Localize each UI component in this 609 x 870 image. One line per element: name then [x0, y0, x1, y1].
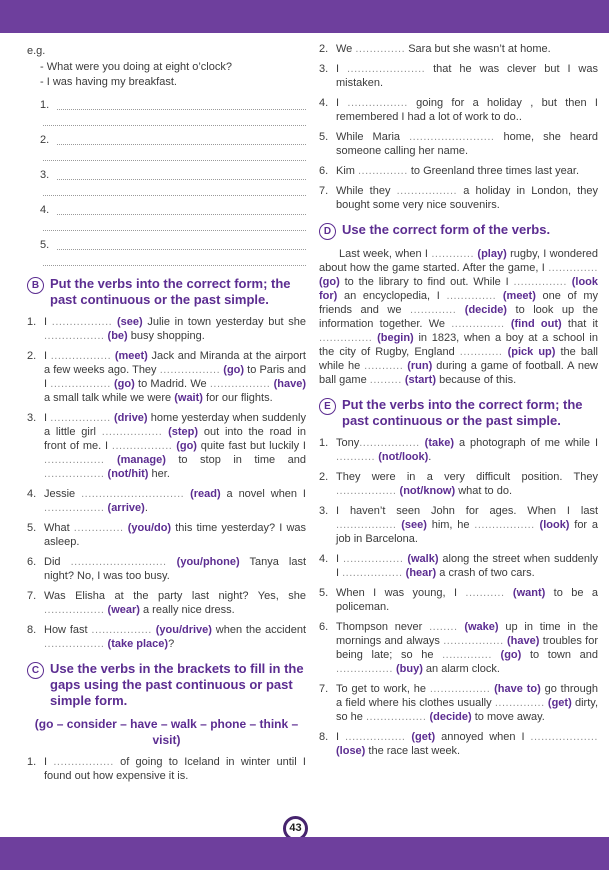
- verb-hint: (be): [107, 330, 128, 342]
- item-number: 1.: [319, 437, 329, 449]
- left-column: [27, 42, 306, 837]
- fill-in-blank: .................: [342, 553, 404, 565]
- exercise-item: [319, 730, 598, 758]
- item-number: 4.: [319, 97, 329, 109]
- answer-blank: [40, 168, 306, 196]
- item-text: What .............. (you/do) this time yesterday? I was asleep.: [44, 522, 307, 548]
- fill-in-blank: .................: [50, 378, 111, 390]
- fill-in-blank: ...............: [513, 276, 567, 288]
- fill-in-blank: .................: [359, 437, 420, 449]
- section-e-heading: [319, 397, 598, 429]
- fill-in-blank: .................: [44, 330, 105, 342]
- fill-in-blank: ..............: [355, 43, 406, 55]
- fill-in-blank: ..............: [548, 262, 598, 274]
- bottom-border-bar: [0, 837, 609, 870]
- item-text: I ................. (see) Julie in town yesterday but she ................. (be) busy shopping.: [44, 316, 306, 342]
- item-text: I haven’t seen John for ages. When I last ................. (see) him, he ................. (look) for a job in Barcelona.: [336, 505, 598, 545]
- fill-in-blank: .................: [344, 731, 406, 743]
- verb-hint: (wake): [464, 621, 499, 633]
- section-c-heading: [27, 661, 306, 709]
- verb-hint: (take place): [107, 638, 169, 650]
- fill-in-blank: .................: [159, 364, 221, 376]
- item-text: Was Elisha at the party last night? Yes, she ................. (wear) a really nice dress.: [44, 590, 306, 616]
- verb-hint: (pick up): [507, 346, 556, 358]
- verb-hint: (get): [411, 731, 436, 743]
- section-e-items: [319, 436, 598, 758]
- fill-in-blank: ...........: [465, 587, 505, 599]
- fill-in-blank: .................: [50, 412, 111, 424]
- exercise-item: [27, 315, 306, 343]
- fill-in-blank: .................: [44, 604, 105, 616]
- blank-line: [57, 98, 306, 110]
- fill-in-blank: .................: [101, 426, 163, 438]
- verb-hint: (decide): [429, 711, 472, 723]
- right-column: [319, 42, 598, 837]
- blank-line: [57, 203, 306, 215]
- verb-hint: (you/do): [127, 522, 172, 534]
- exercise-item: [27, 589, 306, 617]
- exercise-item: [319, 620, 598, 676]
- verb-hint: (find out): [510, 318, 562, 330]
- verb-hint: (see): [116, 316, 143, 328]
- item-number: 8.: [27, 624, 37, 636]
- section-c-title: Use the verbs in the brackets to fill in the gaps using the past continuous or past simple form.: [50, 661, 304, 708]
- verb-hint: (have): [506, 635, 540, 647]
- verb-hint: (look): [539, 519, 570, 531]
- exercise-item: [319, 130, 598, 158]
- blank-line: [43, 182, 306, 196]
- item-number: 7.: [319, 185, 329, 197]
- item-number: 2.: [319, 43, 329, 55]
- item-number: 7.: [319, 683, 329, 695]
- exercise-item: [319, 184, 598, 212]
- exercise-item: [319, 682, 598, 724]
- fill-in-blank: .................: [53, 756, 114, 768]
- verb-hint: (go): [223, 364, 245, 376]
- item-text: I ...................... that he was clever but I was mistaken.: [336, 63, 598, 89]
- item-number: 6.: [27, 556, 37, 568]
- item-text: I ................. (get) annoyed when I ................... (lose) the race last week.: [336, 731, 598, 757]
- exercise-item: [27, 521, 306, 549]
- fill-in-blank: .................: [44, 454, 105, 466]
- exercise-item: [27, 555, 306, 583]
- fill-in-blank: ...............: [319, 332, 373, 344]
- item-text: While Maria ........................ home, she heard someone calling her name.: [336, 131, 598, 157]
- exercise-item: [319, 62, 598, 90]
- blank-line: [43, 217, 306, 231]
- answer-blank: [40, 238, 306, 266]
- fill-in-blank: .............................: [81, 488, 185, 500]
- section-b-heading: [27, 276, 306, 308]
- answer-blank: [40, 133, 306, 161]
- fill-in-blank: .................: [474, 519, 535, 531]
- top-border-bar: [0, 0, 609, 33]
- blank-line: [57, 168, 306, 180]
- section-c-items-rest: [319, 42, 598, 212]
- fill-in-blank: .................: [111, 440, 173, 452]
- blank-number: 3.: [40, 169, 50, 181]
- item-number: 2.: [27, 350, 37, 362]
- verb-hint: (wear): [107, 604, 140, 616]
- fill-in-blank: ........: [429, 621, 458, 633]
- exercise-item: [319, 436, 598, 464]
- exercise-item: [319, 96, 598, 124]
- exercise-item: [319, 586, 598, 614]
- exercise-item: [319, 470, 598, 498]
- verb-hint: (go): [319, 276, 340, 288]
- fill-in-blank: .............: [410, 304, 457, 316]
- example-label: e.g.: [27, 45, 46, 57]
- fill-in-blank: .................: [336, 519, 397, 531]
- fill-in-blank: .................: [44, 638, 105, 650]
- fill-in-blank: ...........: [364, 360, 404, 372]
- fill-in-blank: ..............: [442, 649, 492, 661]
- blank-line: [57, 133, 306, 145]
- fill-in-blank: .................: [429, 683, 491, 695]
- verb-hint: (decide): [464, 304, 507, 316]
- verb-hint: (play): [477, 248, 507, 260]
- blank-line: [57, 238, 306, 250]
- fill-in-blank: .........: [369, 374, 402, 386]
- fill-in-blank: .................: [44, 468, 105, 480]
- item-number: 1.: [27, 756, 37, 768]
- section-c-word-bank: (go – consider – have – walk – phone – think – visit): [34, 717, 299, 747]
- fill-in-blank: ..............: [358, 165, 408, 177]
- verb-hint: (step): [168, 426, 199, 438]
- fill-in-blank: ...........: [336, 451, 376, 463]
- item-text: When I was young, I ........... (want) to be a policeman.: [336, 587, 598, 613]
- item-number: 2.: [319, 471, 329, 483]
- item-text: Tony................. (take) a photograph of me while I ........... (not/look).: [336, 437, 598, 463]
- verb-hint: (look for): [319, 276, 598, 302]
- fill-in-blank: .................: [209, 378, 271, 390]
- verb-hint: (you/phone): [176, 556, 240, 568]
- fill-in-blank: .................: [342, 567, 403, 579]
- fill-in-blank: .................: [50, 350, 112, 362]
- exercise-item: [27, 349, 306, 405]
- verb-hint: (run): [407, 360, 433, 372]
- blank-number: 1.: [40, 99, 50, 111]
- item-text: To get to work, he ................. (have to) go through a field where his clothes usually .............. (get) dirty, so he ................. (decide) to move away.: [336, 683, 599, 723]
- verb-hint: (go): [176, 440, 197, 452]
- section-b-letter-badge: B: [27, 277, 44, 294]
- verb-hint: (wait): [174, 392, 203, 404]
- section-d-letter-badge: D: [319, 223, 336, 240]
- fill-in-blank: .................: [336, 485, 397, 497]
- item-number: 6.: [319, 621, 329, 633]
- section-d-heading: [319, 222, 598, 240]
- verb-hint: (go): [114, 378, 135, 390]
- section-c-letter-badge: C: [27, 662, 44, 679]
- fill-in-blank: ............: [431, 248, 475, 260]
- item-text: Thompson never ........ (wake) up in time in the mornings and always ................. (have) troubles for being late; so he .............. (go) to town and ................ (buy) an alarm clock.: [336, 621, 598, 675]
- item-number: 4.: [319, 553, 329, 565]
- exercise-item: [27, 487, 306, 515]
- exercise-item: [27, 411, 306, 481]
- item-text: I ................. (walk) along the street when suddenly I ................. (hear) a crash of two cars.: [336, 553, 598, 579]
- worksheet-content: [0, 33, 609, 837]
- fill-in-blank: .................: [365, 711, 427, 723]
- verb-hint: (hear): [405, 567, 437, 579]
- fill-in-blank: ..............: [494, 697, 545, 709]
- fill-in-blank: ......................: [346, 63, 426, 75]
- item-number: 7.: [27, 590, 37, 602]
- fill-in-blank: ...................: [530, 731, 598, 743]
- section-b-items: [27, 315, 306, 651]
- item-number: 3.: [319, 505, 329, 517]
- fill-in-blank: .................: [51, 316, 113, 328]
- fill-in-blank: ...........................: [70, 556, 167, 568]
- section-e-title: Put the verbs into the correct form; the past continuous or the past simple.: [342, 397, 583, 428]
- verb-hint: (you/drive): [155, 624, 212, 636]
- verb-hint: (get): [547, 697, 572, 709]
- blank-number: 5.: [40, 239, 50, 251]
- verb-hint: (begin): [377, 332, 414, 344]
- item-text: Did ........................... (you/phone) Tanya last night? No, I was too busy.: [44, 556, 307, 582]
- exercise-item: [319, 552, 598, 580]
- item-text: I ................. of going to Iceland in winter until I found out how expensive it is.: [44, 756, 306, 782]
- verb-hint: (have): [273, 378, 306, 390]
- verb-hint: (not/know): [399, 485, 456, 497]
- example-block: [27, 44, 306, 266]
- verb-hint: (lose): [336, 745, 366, 757]
- fill-in-blank: ..............: [73, 522, 124, 534]
- verb-hint: (buy): [395, 663, 423, 675]
- verb-hint: (start): [404, 374, 437, 386]
- section-c-items-first: [27, 755, 306, 783]
- verb-hint: (walk): [407, 553, 439, 565]
- item-text: I ................. (meet) Jack and Miranda at the airport a few weeks ago. They ................. (go) to Paris and I ................. (go) to Madrid. We ................. (have) a small talk while we were (wait) for our flights.: [44, 350, 306, 404]
- dialogue-line: - I was having my breakfast.: [40, 76, 177, 88]
- exercise-item: [27, 623, 306, 651]
- item-number: 3.: [319, 63, 329, 75]
- verb-hint: (not/hit): [107, 468, 149, 480]
- section-b-title: Put the verbs into the correct form; the past continuous or the past simple.: [50, 276, 291, 307]
- blank-line: [43, 252, 306, 266]
- verb-hint: (want): [512, 587, 546, 599]
- item-text: I ................. (drive) home yesterday when suddenly a little girl ................. (step) out into the road in front of me. I ................. (go) quite fast but luckily I ................. (manage) to stop in time and ................. (not/hit) her.: [44, 412, 306, 480]
- item-text: I ................. going for a holiday , but then I remembered I had a lot of work to do..: [336, 97, 598, 123]
- item-number: 8.: [319, 731, 329, 743]
- fill-in-blank: .................: [396, 185, 458, 197]
- item-text: While they ................. a holiday in London, they bought some very nice souvenirs.: [336, 185, 598, 211]
- answer-blank: [40, 203, 306, 231]
- verb-hint: (see): [401, 519, 427, 531]
- item-number: 5.: [319, 131, 329, 143]
- exercise-item: [319, 164, 598, 178]
- section-e-letter-badge: E: [319, 398, 336, 415]
- item-text: Jessie ............................. (read) a novel when I ................. (arrive).: [44, 488, 306, 514]
- fill-in-blank: .................: [44, 502, 105, 514]
- fill-in-blank: ...............: [451, 318, 505, 330]
- fill-in-blank: ............: [459, 346, 503, 358]
- fill-in-blank: .................: [91, 624, 152, 636]
- item-text: Kim .............. to Greenland three times last year.: [336, 165, 579, 177]
- verb-hint: (meet): [114, 350, 148, 362]
- verb-hint: (manage): [116, 454, 166, 466]
- verb-hint: (take): [424, 437, 455, 449]
- verb-hint: (arrive): [107, 502, 145, 514]
- item-text: They were in a very difficult position. They ................. (not/know) what to do.: [336, 471, 598, 497]
- exercise-item: [319, 504, 598, 546]
- blank-line: [43, 112, 306, 126]
- fill-in-blank: ........................: [409, 131, 495, 143]
- item-number: 5.: [319, 587, 329, 599]
- section-d-title: Use the correct form of the verbs.: [342, 222, 551, 237]
- item-text: We .............. Sara but she wasn’t at home.: [336, 43, 551, 55]
- item-number: 3.: [27, 412, 37, 424]
- blank-number: 2.: [40, 134, 50, 146]
- item-text: How fast ................. (you/drive) when the accident ................. (take place)?: [44, 624, 307, 650]
- item-number: 4.: [27, 488, 37, 500]
- fill-in-blank: .................: [443, 635, 504, 647]
- verb-hint: (meet): [502, 290, 536, 302]
- fill-in-blank: ..............: [446, 290, 497, 302]
- fill-in-blank: .................: [347, 97, 408, 109]
- item-number: 6.: [319, 165, 329, 177]
- blank-number: 4.: [40, 204, 50, 216]
- blank-line: [43, 147, 306, 161]
- answer-blanks: [40, 98, 306, 266]
- fill-in-blank: ................: [336, 663, 393, 675]
- verb-hint: (not/look): [378, 451, 429, 463]
- section-d-paragraph: Last week, when I ............ (play) rugby, I wondered about how the game started. After the game, I .............. (go) to the library to find out. While I ............... (look for) an encyclopedia, I .............. (meet) one of my friends and we ............. (decide) to look up the information together. We ............... (find out) that it ............... (begin) in 1823, when a boy at a school in the city of Rugby, England ............ (pick up) the ball while he ........... (run) during a game of football. A new ball game ......... (start) because of this.: [319, 248, 599, 386]
- exercise-item: [319, 42, 598, 56]
- exercise-item: [27, 755, 306, 783]
- item-number: 1.: [27, 316, 37, 328]
- verb-hint: (read): [190, 488, 221, 500]
- dialogue-line: - What were you doing at eight o’clock?: [40, 61, 232, 73]
- example-dialogue: [27, 60, 306, 90]
- verb-hint: (go): [500, 649, 522, 661]
- page-number-badge: 43: [283, 816, 308, 841]
- answer-blank: [40, 98, 306, 126]
- verb-hint: (have to): [494, 683, 541, 695]
- verb-hint: (drive): [113, 412, 148, 424]
- item-number: 5.: [27, 522, 37, 534]
